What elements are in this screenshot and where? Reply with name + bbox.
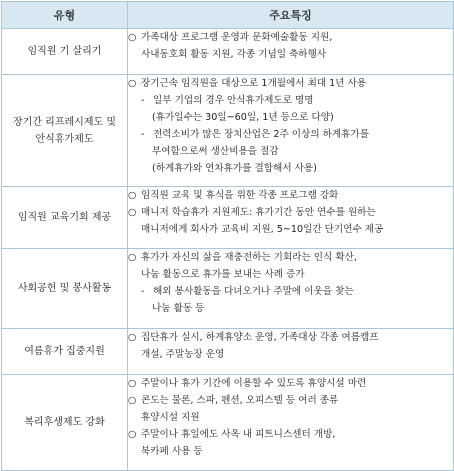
- feature-line: 휴양시설 지원: [141, 412, 200, 423]
- table-row: [2, 29, 454, 75]
- row-type: 여름휴가 집중지원: [2, 329, 128, 375]
- row-features: [128, 29, 454, 75]
- feature-line: - 일부 기업의 경우 안식휴가제도로 명명: [128, 92, 453, 109]
- feature-line: ○ 가족대상 프로그램 운영과 문화예술활동 지원,: [128, 29, 453, 46]
- feature-line: ○ 휴가가 자신의 삶을 재충전하는 기회라는 인식 확산,: [128, 249, 453, 266]
- feature-line: - 해외 봉사활동을 다녀오거나 주말에 이웃을 찾는: [128, 283, 453, 300]
- table-header-row: [2, 2, 454, 29]
- feature-line: ○ 주말이나 휴가 기간에 이용할 수 있도록 휴양시설 마련: [128, 375, 453, 392]
- bullet-icon: ○: [128, 395, 137, 406]
- vacation-programs-table: [1, 1, 454, 471]
- header-type: 유형: [2, 2, 128, 29]
- feature-line: 사내동호회 활동 지원, 각종 기념일 축하행사: [141, 49, 327, 60]
- table-row: [2, 375, 454, 471]
- row-type: 사회공헌 및 봉사활동: [2, 249, 128, 329]
- bullet-icon: ○: [128, 78, 137, 89]
- table-row: [2, 249, 454, 329]
- row-type: 장기간 리프레시제도 및 안식휴가제도: [2, 75, 128, 187]
- feature-line: ○ 주말이나 휴일에도 사옥 내 피트니스센터 개방,: [128, 426, 453, 443]
- table-row: [2, 75, 454, 187]
- table-row: [2, 329, 454, 375]
- bullet-icon: ○: [128, 378, 137, 389]
- bullet-icon: ○: [128, 190, 137, 201]
- dash-icon: -: [141, 286, 145, 297]
- feature-line: 북카페 사용 등: [141, 446, 203, 457]
- bullet-icon: ○: [128, 32, 137, 43]
- bullet-icon: ○: [128, 429, 137, 440]
- header-features: 주요특징: [128, 2, 454, 29]
- feature-line: 나눔 활동 등: [152, 303, 205, 314]
- row-features: [128, 187, 454, 249]
- feature-line: (휴가일수는 30일~60일, 1년 등으로 다양): [152, 112, 334, 123]
- feature-line: ○ 장기근속 임직원을 대상으로 1개월에서 최대 1년 사용: [128, 75, 453, 92]
- table-row: [2, 187, 454, 249]
- bullet-icon: ○: [128, 252, 137, 263]
- row-type: 임직원 기 살리기: [2, 29, 128, 75]
- dash-icon: -: [141, 95, 145, 106]
- feature-line: (하계휴가와 연차휴가를 결합해서 사용): [152, 163, 317, 174]
- row-features: [128, 75, 454, 187]
- row-features: [128, 329, 454, 375]
- row-features: [128, 375, 454, 471]
- feature-line: ○ 콘도는 물론, 스파, 펜션, 오피스텔 등 여러 종류: [128, 392, 453, 409]
- row-type: 임직원 교육기회 제공: [2, 187, 128, 249]
- feature-line: - 전력소비가 많은 장치산업은 2주 이상의 하계휴가를: [128, 126, 453, 143]
- row-type: 복리후생제도 강화: [2, 375, 128, 471]
- row-features: [128, 249, 454, 329]
- bullet-icon: ○: [128, 332, 137, 343]
- feature-line: 매니저에게 회사가 교육비 지원, 5~10일간 단기연수 제공: [141, 224, 384, 235]
- feature-table-container: [1, 1, 453, 469]
- feature-line: ○ 집단휴가 실시, 하계휴양소 운영, 가족대상 각종 여름캠프: [128, 329, 453, 346]
- feature-line: ○ 임직원 교육 및 휴식을 위한 각종 프로그램 강화: [128, 187, 453, 204]
- feature-line: 개설, 주말농장 운영: [141, 349, 225, 360]
- feature-line: ○ 매니저 학습휴가 지원제도: 휴가기간 동안 연수를 원하는: [128, 204, 453, 221]
- feature-line: 나눔 활동으로 휴가를 보내는 사례 증가: [141, 269, 305, 280]
- bullet-icon: ○: [128, 207, 137, 218]
- dash-icon: -: [141, 129, 145, 140]
- feature-line: 부여함으로써 생산비용을 절감: [152, 146, 279, 157]
